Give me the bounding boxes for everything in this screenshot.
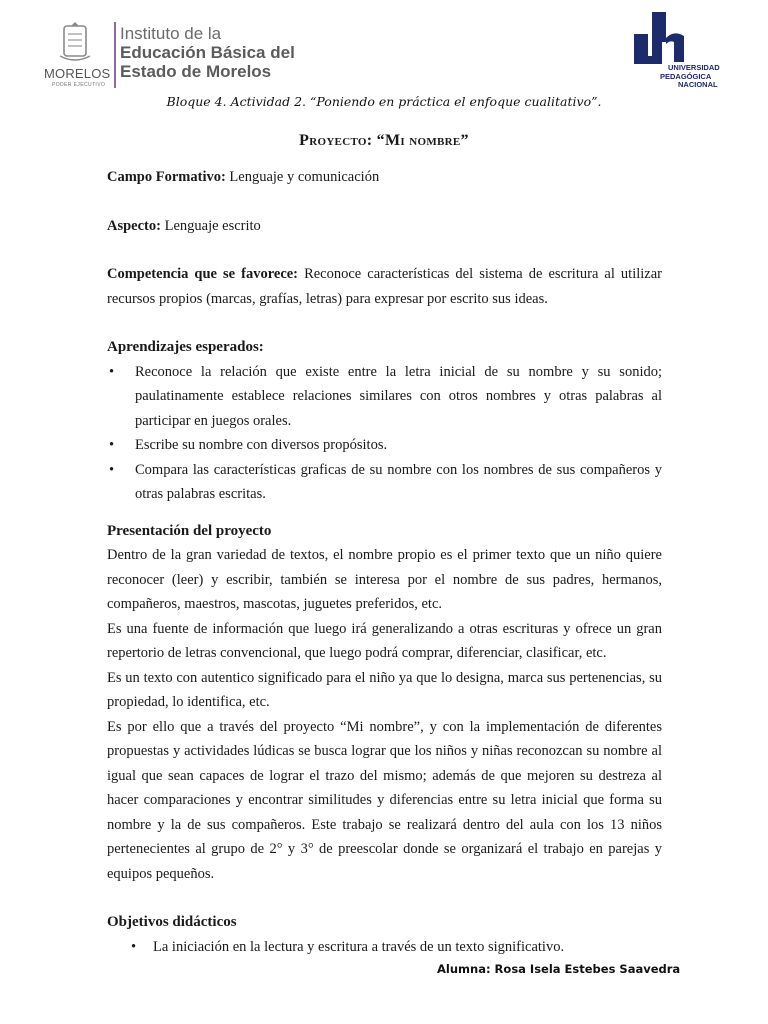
- upn-line-1: UNIVERSIDAD: [668, 63, 720, 72]
- morelos-seal-icon: [40, 20, 110, 90]
- logo-divider: [114, 22, 116, 88]
- student-name-footer: Alumna: Rosa Isela Estebes Saavedra: [437, 962, 681, 976]
- institute-name: [120, 24, 295, 81]
- document-body: [107, 165, 662, 959]
- presentacion-paragraph: Es por ello que a través del proyecto “Mi nombre”, y con la implementación de diferentes propuestas y actividades lúdicas se busca lograr que los niños y niñas reconozcan su nombre al igual que sean capaces de lograr el trazo del mismo; además de que mejoren su destreza al hacer comparaciones y encontrar similitudes y diferencias entre su letra inicial que forma su nombre y la de sus compañeros. Este trabajo se realizará dentro del aula con los 13 niños pertenecientes al grupo de 2° y 3° de preescolar donde se organizará el trabajo en parejas y equipos pequeños.: [107, 718, 662, 882]
- presentacion-heading: Presentación del proyecto: [107, 522, 272, 539]
- presentacion-paragraph: Es un texto con autentico significado para el niño ya que lo designa, marca sus pertenencias, su propiedad, lo identifica, etc.: [107, 669, 662, 710]
- campo-formativo: [107, 165, 662, 190]
- upn-line-2: PEDAGÓGICA: [660, 71, 712, 81]
- objetivos-heading: Objetivos didácticos: [107, 914, 237, 930]
- institute-line-3: Estado de Morelos: [120, 62, 272, 81]
- campo-value: Lenguaje y comunicación: [225, 169, 380, 185]
- list-item-text: La iniciación en la lectura y escritura a través de un texto significativo.: [153, 938, 565, 955]
- seal-sub: PODER EJECUTIVO: [52, 82, 106, 88]
- aprendizajes-heading: Aprendizajes esperados:: [107, 339, 264, 355]
- bullet-icon: •: [109, 363, 115, 380]
- institute-line-2: Educación Básica del: [120, 43, 295, 62]
- aspecto-label: Aspecto:: [107, 217, 161, 234]
- institute-line-1: Instituto de la: [120, 24, 222, 43]
- list-item: [107, 458, 662, 507]
- activity-subtitle: Bloque 4. Actividad 2. “Poniendo en práctica el enfoque cualitativo”.: [166, 94, 602, 109]
- upn-line-3: NACIONAL: [678, 80, 718, 89]
- competencia-label: Competencia que se favorece:: [107, 266, 299, 282]
- presentacion-paragraph: Dentro de la gran variedad de textos, el nombre propio es el primer texto que un niño quiere reconocer (leer) y escribir, también se interesa por el nombre de sus padres, hermanos, compañeros, maestros, mascotas, juguetes preferidos, etc.: [107, 547, 662, 612]
- upn-logo: [630, 10, 730, 92]
- objetivos-list: [107, 935, 662, 960]
- bullet-icon: •: [109, 461, 115, 478]
- list-item: [107, 360, 662, 434]
- aspecto-value: Lenguaje escrito: [160, 217, 261, 234]
- list-item-text: Compara las características graficas de su nombre con los nombres de sus compañeros y otras palabras escritas.: [135, 461, 662, 502]
- competencia: [107, 262, 662, 311]
- list-item: [107, 935, 662, 960]
- aprendizajes-list: [107, 360, 662, 507]
- campo-label: Campo Formativo:: [107, 169, 226, 185]
- list-item-text: Reconoce la relación que existe entre la letra inicial de su nombre y su sonido; paulatinamente establece relaciones similares con otros nombres y otras palabras al participar en juegos orales.: [135, 363, 662, 429]
- list-item-text: Escribe su nombre con diversos propósitos.: [135, 437, 388, 453]
- project-title: Proyecto: “Mi nombre”: [299, 132, 469, 149]
- upn-text: [638, 64, 734, 90]
- competencia-value: Reconoce características del sistema de escritura al utilizar recursos propios (marcas, grafías, letras) para expresar por escrito sus ideas.: [107, 266, 662, 307]
- ieb-morelos-logo: [40, 20, 340, 90]
- seal-word: MORELOS: [44, 66, 111, 81]
- aspecto: [107, 214, 662, 239]
- list-item: [107, 433, 662, 458]
- bullet-icon: •: [109, 437, 115, 453]
- bullet-icon: •: [131, 938, 137, 955]
- presentacion-paragraph: Es una fuente de información que luego irá generalizando a otras escrituras y ofrece un gran repertorio de letras convencional, que luego podrá comprar, diferenciar, clasificar, etc.: [107, 620, 662, 661]
